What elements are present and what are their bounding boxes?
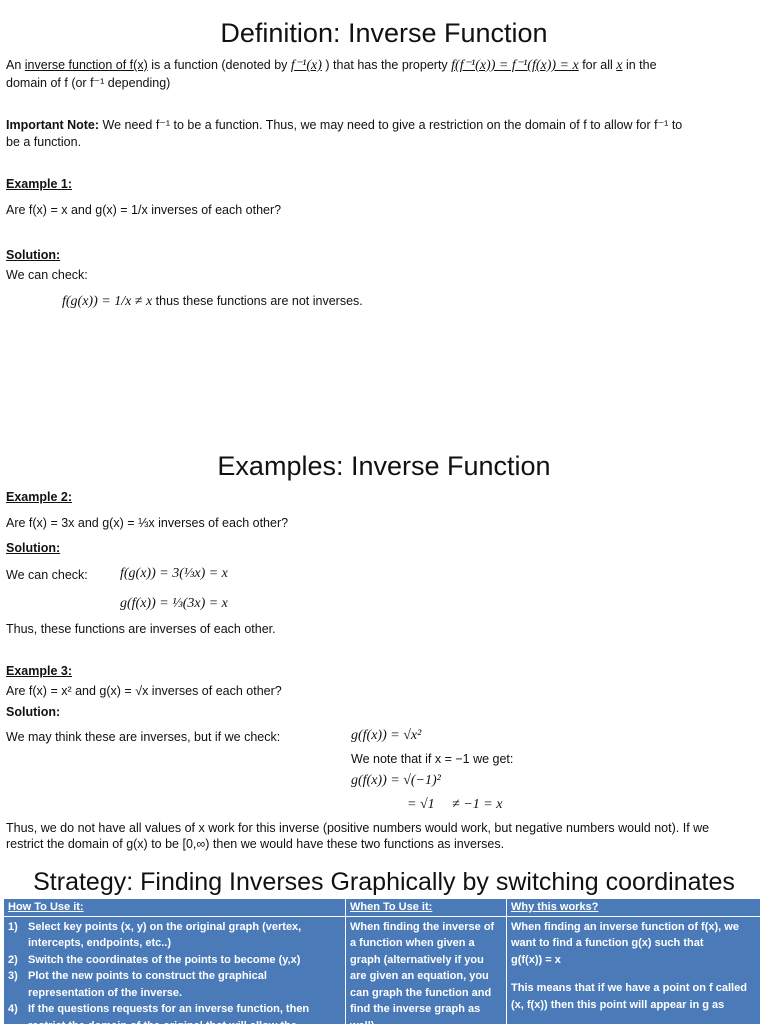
example-3-think: We may think these are inverses, but if we check:: [6, 729, 280, 745]
solution-1-result: f(g(x)) = 1/x ≠ x thus these functions are not inverses.: [62, 293, 363, 310]
when-to-column: When To Use it: When finding the inverse of a function when given a graph (alternatively if you are given an equation, you can graph the function and find the inverse graph as well): [346, 899, 507, 1034]
calc-line-3: g(f(x)) = √(−1)²: [351, 773, 441, 789]
how-to-header: How To Use it:: [4, 899, 345, 917]
check-equation-1: f(g(x)) = 3(⅓x) = x: [120, 566, 228, 582]
definition-line-1: An inverse function of f(x) is a function (denoted by f⁻¹(x) ) that has the property f(f⁻¹(x)) = f⁻¹(f(x)) = x for all x in the: [6, 57, 766, 74]
solution-1-label: Solution:: [6, 247, 60, 263]
strategy-title: Strategy: Finding Inverses Graphically by switching coordinates: [0, 868, 768, 897]
example-1-question: Are f(x) = x and g(x) = 1/x inverses of each other?: [6, 202, 281, 218]
inverse-function-term: inverse function of f(x): [25, 58, 148, 72]
when-to-header: When To Use it:: [346, 899, 506, 917]
important-note: Important Note: We need f⁻¹ to be a function. Thus, we may need to give a restriction on the domain of f to allow for f⁻¹ to: [6, 117, 764, 133]
inverse-property: f(f⁻¹(x)) = f⁻¹(f(x)) = x: [451, 58, 579, 73]
definition-title: Definition: Inverse Function: [0, 18, 768, 49]
step-row: restrict the domain of the original that will allow the: [8, 1018, 341, 1034]
example-3-question: Are f(x) = x² and g(x) = √x inverses of each other?: [6, 683, 282, 699]
step-row: 3) Plot the new points to construct the graphical: [8, 968, 341, 985]
check-equation-2: g(f(x)) = ⅓(3x) = x: [120, 596, 228, 612]
example-3-final-2: restrict the domain of g(x) to be [0,∞) then we would have these two functions as inverses.: [6, 836, 504, 852]
step-row: 4) If the questions requests for an inverse function, then: [8, 1001, 341, 1018]
definition-line-2: domain of f (or f⁻¹ depending): [6, 75, 170, 91]
how-to-column: [4, 899, 346, 1034]
example-2-conclusion: Thus, these functions are inverses of each other.: [6, 621, 276, 637]
strategy-table: [4, 899, 760, 1024]
important-note-label: Important Note:: [6, 118, 99, 132]
step-row: intercepts, endpoints, etc..): [8, 935, 341, 952]
example-3-label: Example 3:: [6, 663, 72, 679]
why-header: Why this works?: [507, 899, 760, 917]
calc-line-1: g(f(x)) = √x²: [351, 728, 421, 744]
step-row: 2) Switch the coordinates of the points to become (y,x): [8, 952, 341, 969]
calc-line-2: We note that if x = −1 we get:: [351, 751, 513, 767]
step-row: representation of the inverse.: [8, 985, 341, 1002]
why-column: Why this works? When finding an inverse function of f(x), we want to find a function g(x) such that g(f(x)) = x This means that if we have a point on f called (x, f(x)) then this point will appear in g as: [507, 899, 760, 1034]
step-row: 1) Select key points (x, y) on the original graph (vertex,: [8, 919, 341, 936]
important-note-line-2: be a function.: [6, 134, 81, 150]
solution-1-check: We can check:: [6, 267, 88, 283]
example-2-question: Are f(x) = 3x and g(x) = ⅓x inverses of each other?: [6, 515, 288, 531]
inverse-notation: f⁻¹(x): [291, 58, 322, 73]
calc-line-4: = √1 ≠ −1 = x: [407, 797, 502, 813]
solution-2-label: Solution:: [6, 540, 60, 556]
example-1-label: Example 1:: [6, 176, 72, 192]
examples-title: Examples: Inverse Function: [0, 451, 768, 482]
example-2-label: Example 2:: [6, 489, 72, 505]
solution-3-label: Solution:: [6, 704, 60, 720]
check-label: We can check:: [6, 567, 88, 583]
example-3-final-1: Thus, we do not have all values of x work for this inverse (positive numbers would work, but negative numbers would not). If we: [6, 820, 764, 836]
